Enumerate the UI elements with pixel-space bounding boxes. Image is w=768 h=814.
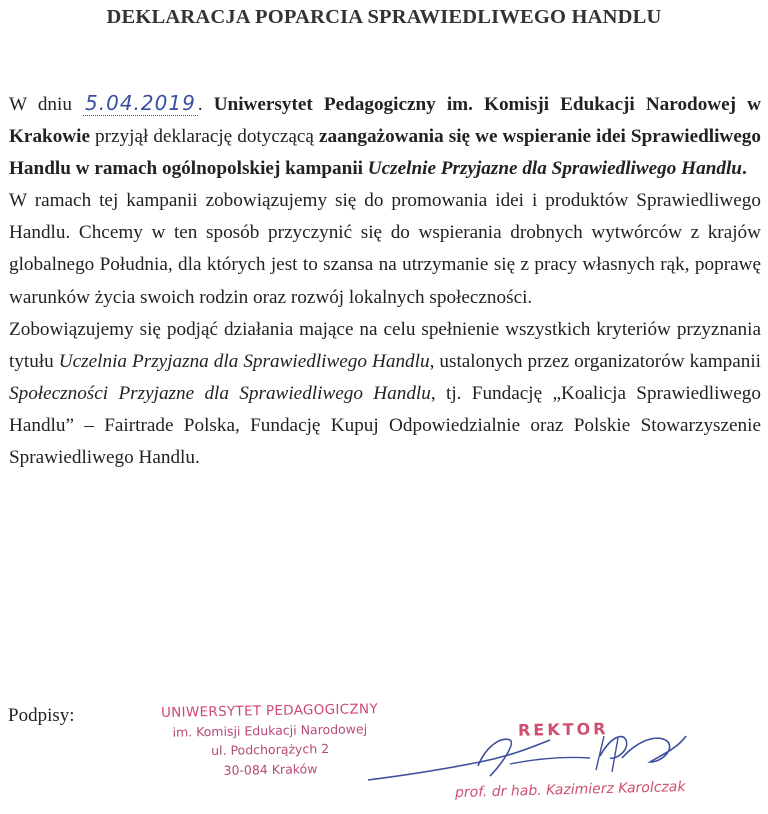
university-stamp	[149, 700, 390, 782]
p1-after-date: .	[197, 94, 214, 115]
rector-stamp-label: REKTOR	[517, 719, 609, 740]
p3-c: , tj. Fundację „Koalicja Sprawiedliwego Handlu” – Fairtrade Polska, Fundację Kupuj Odpowiedzialnie oraz Polskie Stowarzyszenie Sprawiedliwego Handlu.	[9, 382, 761, 469]
handwritten-date: 5.04.2019	[85, 91, 196, 115]
p1-plain: przyjął deklarację dotyczącą	[90, 126, 319, 148]
stamp-line-4: 30-084 Kraków	[223, 761, 318, 778]
paragraph-2: W ramach tej kampanii zobowiązujemy się do promowania idei i produktów Sprawiedliwego Handlu. Chcemy w ten sposób przyczynić się do wspierania drobnych wytwórców z krajów globalnego Południa, dla których jest to szansa na utrzymanie się z pracy własnych rąk, poprawę warunków życia swoich rodzin oraz rozwój lokalnych społeczności.	[9, 190, 761, 308]
stamp-line-3: ul. Podchorążych 2	[211, 740, 330, 759]
p3-a: Zobowiązujemy się podjąć działania mające na celu spełnienie wszystkich kryteriów przyznania tytułu	[9, 318, 761, 372]
title-name: Uczelnia Przyjazna dla Sprawiedliwego Handlu	[58, 350, 430, 372]
document-title: DEKLARACJA POPARCIA SPRAWIEDLIWEGO HANDLU	[106, 6, 662, 28]
p3-b: , ustalonych przez organizatorów kampanii	[429, 350, 761, 372]
paragraph-3	[9, 314, 761, 474]
stamp-line-2: im. Komisji Edukacji Narodowej	[172, 721, 368, 740]
campaign-name: Uczelnie Przyjazne dla Sprawiedliwego Handlu	[367, 158, 742, 180]
document-body	[9, 87, 761, 474]
rector-name-stamp: prof. dr hab. Kazimierz Karolczak	[454, 778, 686, 802]
university-name: Uniwersytet Pedagogiczny im. Komisji Edukacji Narodowej w Krakowie	[9, 94, 761, 148]
signatures-label: Podpisy:	[8, 705, 75, 726]
p1-lead: W dniu	[9, 94, 84, 115]
organizers-campaign: Społeczności Przyjazne dla Sprawiedliwego Handlu	[9, 382, 431, 404]
p1-commitment: zaangażowania się we wspieranie idei Sprawiedliwego Handlu w ramach ogólnopolskiej kampanii	[9, 126, 761, 180]
stamp-line-1: UNIWERSYTET PEDAGOGICZNY	[160, 701, 379, 721]
p1-end: .	[741, 158, 747, 180]
paragraph-1	[9, 87, 761, 185]
